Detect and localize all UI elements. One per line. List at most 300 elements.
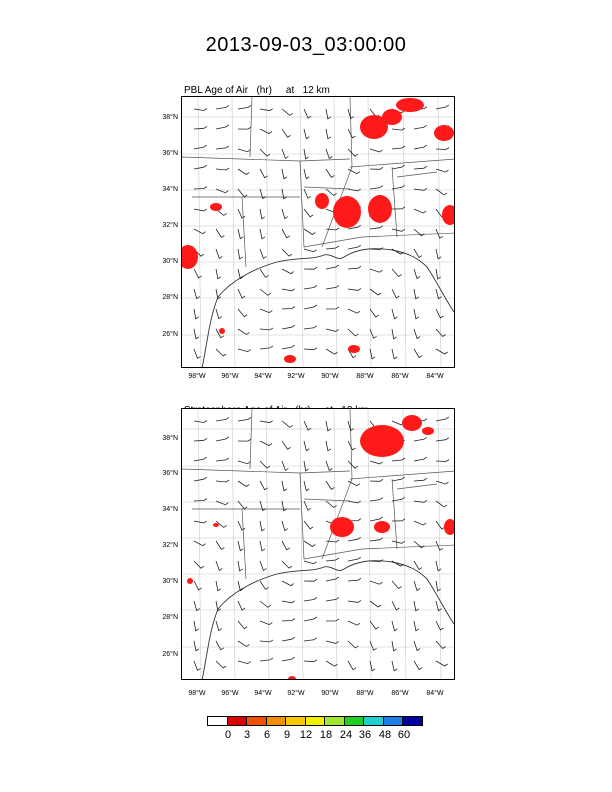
wind-barb: [392, 185, 405, 189]
wind-barb: [326, 441, 331, 451]
wind-barb: [326, 285, 339, 289]
wind-barb: [194, 541, 206, 546]
age-of-air-patch: [360, 425, 404, 457]
wind-barb: [194, 601, 200, 611]
wind-barb: [304, 638, 317, 641]
graticule: [182, 97, 455, 368]
wind-barb: [348, 621, 360, 625]
state-border: [304, 499, 350, 501]
wind-barb: [414, 581, 420, 591]
wind-barb: [282, 601, 295, 603]
page-title: 2013-09-03_03:00:00: [205, 34, 407, 56]
wind-barb: [348, 149, 358, 156]
lat-label: 30°N: [162, 258, 178, 265]
wind-barb: [194, 581, 202, 590]
age-of-air-patch: [333, 196, 361, 228]
wind-barb: [282, 561, 292, 568]
wind-barb: [238, 229, 243, 239]
wind-barb: [282, 325, 295, 329]
wind-barb: [194, 145, 207, 149]
graticule-line: [403, 97, 406, 368]
state-border: [392, 479, 397, 549]
wind-barb: [194, 621, 199, 631]
lon-label: 94°W: [254, 373, 272, 380]
age-of-air-patch: [288, 676, 296, 680]
wind-barb: [282, 109, 293, 115]
wind-barb: [348, 557, 361, 561]
graticule-line: [334, 409, 337, 680]
wind-barb: [414, 269, 420, 279]
wind-barb: [436, 309, 443, 318]
wind-barb: [282, 619, 295, 622]
wind-barb: [194, 187, 207, 190]
wind-barb: [370, 289, 381, 295]
wind-barb: [326, 661, 338, 666]
wind-barb: [326, 619, 339, 621]
lon-label: 84°W: [426, 690, 444, 697]
wind-barb: [326, 246, 339, 249]
colorbar-label: 6: [263, 729, 271, 741]
wind-barb: [414, 249, 422, 258]
lon-label: 84°W: [426, 373, 444, 380]
wind-barb: [216, 105, 229, 109]
wind-barb: [238, 601, 245, 610]
wind-barb: [392, 458, 405, 461]
wind-barb: [238, 661, 251, 664]
wind-barb: [370, 186, 383, 189]
colorbar-box: [247, 717, 267, 725]
age-of-air-shading: [182, 98, 455, 363]
wind-barb: [216, 581, 221, 591]
age-of-air-patch: [402, 415, 422, 431]
wind-barb: [194, 561, 204, 568]
wind-barb: [194, 109, 207, 111]
wind-barb: [238, 521, 245, 530]
wind-barb: [194, 209, 207, 211]
wind-barb: [370, 517, 383, 521]
wind-barb: [414, 145, 427, 149]
wind-barb: [304, 348, 317, 350]
age-of-air-patch: [219, 328, 225, 334]
lon-label: 86°W: [391, 690, 409, 697]
wind-barb: [392, 541, 405, 543]
lat-label: 32°N: [162, 542, 178, 549]
wind-barb: [282, 249, 292, 256]
wind-barb: [260, 621, 272, 625]
age-of-air-shading: [187, 415, 455, 680]
lon-label: 86°W: [391, 373, 409, 380]
wind-barb: [414, 601, 419, 611]
lon-label: 98°W: [188, 690, 206, 697]
wind-barb: [238, 106, 251, 110]
wind-barb: [282, 521, 288, 531]
state-border: [322, 409, 352, 559]
age-of-air-patch: [213, 523, 219, 527]
wind-barb: [326, 228, 339, 230]
wind-barb: [216, 168, 229, 170]
wind-barb: [194, 349, 201, 358]
wind-barb: [282, 541, 290, 550]
wind-barb: [370, 329, 377, 338]
graticule-line: [300, 97, 303, 368]
age-of-air-patch: [315, 193, 329, 209]
lon-label: 98°W: [188, 373, 206, 380]
wind-barb: [194, 269, 202, 278]
map-canvas-stratosphere: [182, 409, 455, 680]
wind-barb: [348, 461, 358, 468]
state-borders: [182, 409, 455, 579]
wind-barb: [260, 601, 271, 607]
lon-label: 94°W: [254, 690, 272, 697]
wind-barb: [326, 349, 338, 354]
wind-barb: [348, 578, 361, 581]
age-of-air-patch: [444, 519, 455, 535]
state-border: [397, 172, 437, 177]
wind-barb: [238, 461, 251, 464]
lat-label: 34°N: [162, 186, 178, 193]
wind-barb: [216, 349, 226, 356]
wind-barb: [216, 621, 222, 631]
wind-barb: [238, 127, 251, 129]
wind-barb: [392, 146, 405, 149]
wind-barb: [392, 477, 405, 481]
colorbar-box: [325, 717, 345, 725]
wind-barb: [348, 661, 356, 670]
colorbar-label: 18: [319, 729, 333, 741]
wind-barb: [260, 129, 272, 134]
wind-barb: [260, 658, 273, 661]
age-of-air-patch: [330, 517, 354, 537]
wind-barb: [282, 581, 294, 586]
wind-barb: [304, 129, 309, 139]
wind-barb: [326, 109, 331, 119]
lat-label: 26°N: [162, 331, 178, 338]
age-of-air-patch: [422, 427, 434, 435]
colorbar-label: 60: [397, 729, 411, 741]
wind-barb: [326, 558, 339, 561]
wind-barb: [216, 249, 222, 258]
wind-barb: [238, 149, 251, 152]
age-of-air-patch: [442, 205, 455, 225]
wind-barb: [260, 561, 266, 570]
wind-barb: [370, 601, 381, 607]
lat-label: 28°N: [162, 614, 178, 621]
wind-barb: [216, 437, 229, 441]
state-border: [397, 484, 437, 489]
age-of-air-patch: [210, 203, 222, 211]
wind-barb: [304, 305, 317, 309]
wind-barb: [370, 149, 383, 152]
wind-barb: [282, 229, 290, 238]
wind-barb: [414, 641, 420, 651]
wind-barb: [216, 541, 224, 549]
age-of-air-patch: [182, 245, 198, 269]
wind-barb: [194, 661, 201, 670]
wind-barb: [194, 229, 206, 234]
wind-barb: [260, 289, 271, 295]
wind-barb: [392, 349, 397, 359]
wind-barb: [260, 461, 270, 468]
wind-barb: [370, 269, 383, 272]
wind-barb: [260, 229, 265, 239]
wind-barb: [238, 621, 247, 629]
lat-label: 26°N: [162, 651, 178, 658]
state-borders: [182, 97, 455, 267]
wind-barb: [304, 209, 313, 217]
wind-barb: [282, 149, 288, 158]
wind-barb: [370, 309, 379, 317]
wind-barb: [392, 601, 399, 610]
wind-barb: [282, 289, 295, 291]
wind-barb: [238, 289, 245, 298]
wind-barb: [414, 521, 426, 525]
graticule: [182, 409, 455, 680]
wind-barb: [392, 207, 405, 209]
wind-barb: [260, 346, 273, 349]
wind-barb: [260, 269, 269, 277]
state-border: [350, 471, 455, 479]
age-of-air-patch: [396, 98, 424, 112]
wind-barb: [392, 661, 397, 671]
wind-barb: [282, 421, 293, 427]
wind-barb: [304, 286, 317, 290]
wind-barb: [194, 329, 199, 339]
wind-barb: [414, 289, 419, 299]
wind-barb: [260, 541, 265, 551]
wind-barb: [392, 269, 402, 277]
wind-barb: [194, 477, 207, 481]
wind-barb: [436, 249, 441, 259]
wind-barb: [216, 641, 224, 650]
wind-barb: [216, 229, 224, 237]
lat-label: 28°N: [162, 294, 178, 301]
wind-barb: [436, 349, 448, 354]
lon-label: 88°W: [356, 373, 374, 380]
wind-barb: [326, 265, 339, 269]
wind-barb: [282, 209, 288, 219]
colorbar-box: [345, 717, 365, 725]
lon-label: 96°W: [221, 373, 239, 380]
panel-1-field-label: PBL Age of Air (hr) at 12 km: [184, 85, 330, 96]
wind-barb: [304, 561, 317, 564]
wind-barb: [414, 661, 422, 670]
wind-barb: [370, 581, 383, 584]
state-border: [182, 469, 350, 473]
wind-barb: [304, 229, 315, 235]
colorbar-box: [306, 717, 326, 725]
lat-label: 38°N: [162, 114, 178, 121]
wind-barb: [326, 307, 339, 309]
wind-barb: [238, 418, 251, 422]
wind-barb: [238, 481, 249, 487]
wind-barb: [348, 245, 361, 249]
wind-barb: [194, 309, 199, 319]
wind-barb: [260, 149, 270, 156]
wind-barb: [282, 345, 295, 349]
lon-label: 92°W: [287, 373, 305, 380]
colorbar-box: [403, 717, 422, 725]
wind-barb: [414, 457, 427, 461]
wind-barb: [414, 209, 426, 213]
wind-barb: [194, 289, 200, 299]
map-panel-pbl: [181, 96, 455, 368]
lon-label: 88°W: [356, 690, 374, 697]
wind-barb: [216, 146, 229, 149]
wind-barb: [216, 480, 229, 482]
colorbar-label: 9: [283, 729, 291, 741]
wind-barb: [326, 540, 339, 542]
wind-barb: [392, 497, 405, 501]
lat-label: 32°N: [162, 222, 178, 229]
state-border: [300, 473, 304, 559]
wind-barb: [260, 441, 272, 446]
wind-barb: [304, 521, 313, 529]
wind-barb: [304, 189, 311, 198]
wind-barb: [392, 621, 398, 631]
colorbar-label: 24: [339, 729, 353, 741]
colorbar-label: 36: [358, 729, 372, 741]
lon-label: 90°W: [321, 373, 339, 380]
state-border: [182, 157, 350, 161]
wind-barb: [414, 125, 427, 129]
wind-barb: [326, 481, 334, 489]
wind-barb: [282, 441, 291, 449]
wind-barb: [414, 329, 420, 339]
wind-barb: [414, 309, 419, 319]
wind-barb: [436, 460, 449, 462]
wind-barb: [216, 561, 222, 570]
wind-barb: [392, 289, 399, 298]
colorbar-box: [208, 717, 228, 725]
wind-barb: [216, 661, 226, 668]
wind-barb: [304, 441, 309, 451]
colorbar-label: 48: [378, 729, 392, 741]
state-border: [392, 167, 397, 237]
wind-barb: [238, 439, 251, 441]
wind-barb: [414, 478, 427, 481]
wind-barb: [436, 438, 449, 441]
wind-barb: [282, 169, 287, 179]
wind-barb: [392, 309, 398, 319]
wind-barb: [238, 209, 245, 218]
wind-barb: [436, 481, 449, 484]
wind-barb: [304, 541, 315, 547]
graticule-line: [300, 409, 303, 680]
age-of-air-patch: [187, 578, 193, 584]
map-canvas-pbl: [182, 97, 455, 368]
wind-barb: [392, 641, 397, 651]
wind-barb: [260, 640, 273, 642]
graticule-line: [403, 409, 406, 680]
wind-barb: [414, 561, 422, 570]
wind-barb: [326, 421, 331, 431]
wind-barb: [238, 641, 249, 646]
wind-barb: [326, 597, 339, 601]
wind-barb: [194, 499, 207, 502]
wind-barb: [392, 329, 397, 339]
wind-barb: [238, 349, 251, 352]
wind-barb: [304, 501, 311, 510]
wind-barb: [260, 581, 269, 589]
colorbar-box: [286, 717, 306, 725]
wind-barb: [392, 229, 405, 231]
age-of-air-patch: [284, 355, 296, 363]
map-panel-stratosphere: [181, 408, 455, 680]
wind-barb: [370, 641, 377, 650]
wind-barb: [260, 521, 265, 531]
wind-barb: [216, 189, 228, 193]
wind-barb: [348, 441, 356, 450]
state-border: [350, 159, 455, 167]
wind-barb: [436, 661, 448, 666]
wind-barb: [238, 329, 249, 334]
wind-barb: [282, 657, 295, 661]
wind-barb: [260, 209, 265, 219]
wind-barb: [260, 328, 273, 330]
wind-barb: [348, 129, 356, 138]
wind-barb: [238, 169, 249, 175]
state-border: [300, 161, 304, 247]
colorbar: [207, 716, 423, 726]
lat-label: 36°N: [162, 470, 178, 477]
wind-barb: [238, 561, 243, 571]
wind-barb: [194, 126, 207, 129]
lat-label: 30°N: [162, 578, 178, 585]
wind-barb: [216, 125, 229, 129]
colorbar-box: [384, 717, 404, 725]
graticule-line: [232, 409, 235, 680]
wind-barb: [216, 501, 228, 505]
wind-barb: [282, 481, 287, 491]
wind-barb: [370, 461, 383, 464]
wind-barb: [392, 165, 405, 169]
wind-barb: [414, 349, 422, 358]
wind-barb: [392, 581, 402, 589]
wind-barb: [194, 438, 207, 441]
wind-barb: [238, 541, 243, 551]
graticule-line: [438, 409, 441, 680]
wind-barb: [238, 309, 247, 317]
lon-label: 96°W: [221, 690, 239, 697]
wind-barb: [370, 479, 383, 481]
graticule-line: [266, 97, 269, 368]
wind-barb: [414, 621, 419, 631]
wind-barb: [194, 641, 199, 651]
wind-barb: [238, 249, 243, 259]
wind-barb: [348, 309, 360, 313]
wind-barb: [392, 128, 405, 130]
age-of-air-patch: [382, 109, 402, 125]
wind-barb: [260, 309, 272, 313]
wind-barb: [282, 269, 294, 274]
wind-barb: [348, 600, 361, 602]
graticule-line: [266, 409, 269, 680]
wind-barb: [194, 165, 207, 169]
state-border: [304, 187, 350, 189]
colorbar-box: [228, 717, 248, 725]
age-of-air-patch: [434, 125, 454, 141]
wind-barb: [282, 307, 295, 310]
wind-barb: [304, 249, 317, 252]
wind-barb: [304, 579, 317, 581]
wind-barb: [304, 481, 309, 491]
wind-barb: [436, 521, 445, 529]
lon-label: 90°W: [321, 690, 339, 697]
wind-barb: [304, 326, 317, 329]
wind-barb: [436, 561, 441, 571]
wind-barb: [370, 621, 379, 629]
colorbar-box: [364, 717, 384, 725]
